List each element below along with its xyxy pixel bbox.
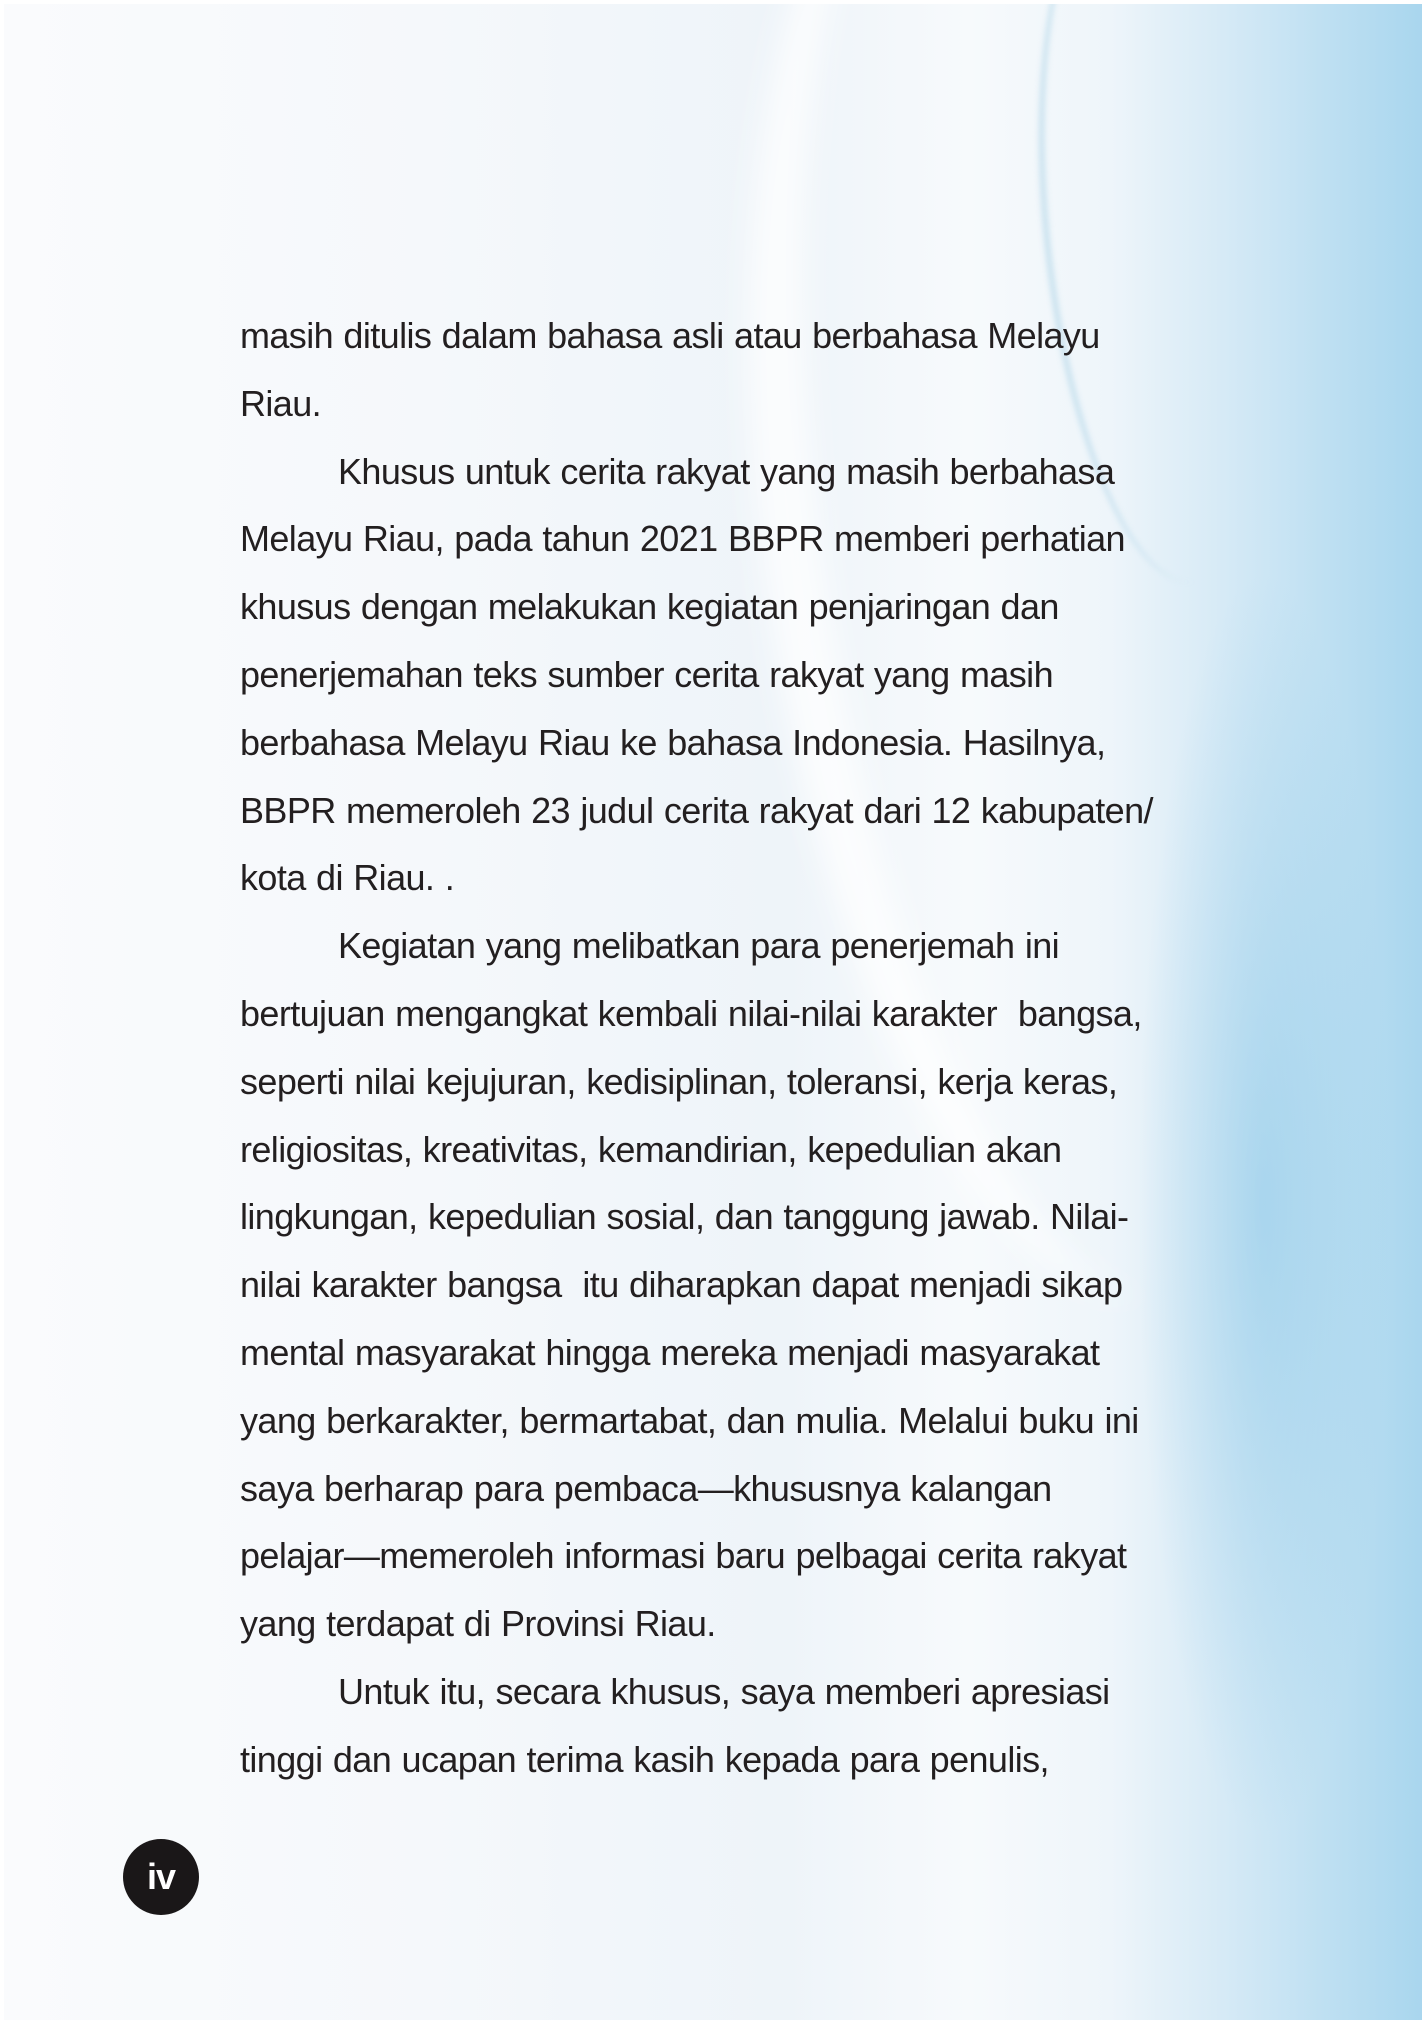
text-line: religiositas, kreativitas, kemandirian, kepedulian akan — [240, 1128, 1062, 1170]
text-line: tinggi dan ucapan terima kasih kepada para penulis, — [240, 1738, 1049, 1780]
text-line: yang terdapat di Provinsi Riau. — [240, 1603, 716, 1645]
text-line: Riau. — [240, 382, 322, 424]
text-line: saya berharap para pembaca—khususnya kalangan — [240, 1467, 1052, 1509]
text-line: pelajar—memeroleh informasi baru pelbagai cerita rakyat — [240, 1535, 1127, 1577]
text-line: khusus dengan melakukan kegiatan penjaringan dan — [240, 586, 1059, 628]
paragraph-start-line: Kegiatan yang melibatkan para penerjemah ini — [338, 925, 1060, 967]
text-line: nilai karakter bangsa itu diharapkan dapat menjadi sikap — [240, 1264, 1123, 1306]
text-line: BBPR memeroleh 23 judul cerita rakyat dari 12 kabupaten/ — [240, 789, 1153, 831]
text-line: Melayu Riau, pada tahun 2021 BBPR memberi perhatian — [240, 518, 1125, 560]
paragraph-start-line: Untuk itu, secara khusus, saya memberi apresiasi — [338, 1670, 1110, 1712]
text-line: seperti nilai kejujuran, kedisiplinan, toleransi, kerja keras, — [240, 1060, 1118, 1102]
paragraph-start-line: Khusus untuk cerita rakyat yang masih berbahasa — [338, 450, 1115, 492]
text-line: yang berkarakter, bermartabat, dan mulia. Melalui buku ini — [240, 1399, 1139, 1441]
text-line: kota di Riau. . — [240, 857, 455, 899]
text-line: mental masyarakat hingga mereka menjadi masyarakat — [240, 1331, 1100, 1373]
text-line: penerjemahan teks sumber cerita rakyat yang masih — [240, 653, 1054, 695]
text-line: lingkungan, kepedulian sosial, dan tanggung jawab. Nilai- — [240, 1196, 1129, 1238]
text-line: bertujuan mengangkat kembali nilai-nilai karakter bangsa, — [240, 992, 1142, 1034]
text-line: masih ditulis dalam bahasa asli atau berbahasa Melayu — [240, 315, 1100, 356]
text-line: berbahasa Melayu Riau ke bahasa Indonesia. Hasilnya, — [240, 721, 1106, 763]
book-page — [4, 4, 1422, 2020]
body-text — [240, 302, 1240, 1794]
page-number-badge: iv — [123, 1839, 199, 1915]
